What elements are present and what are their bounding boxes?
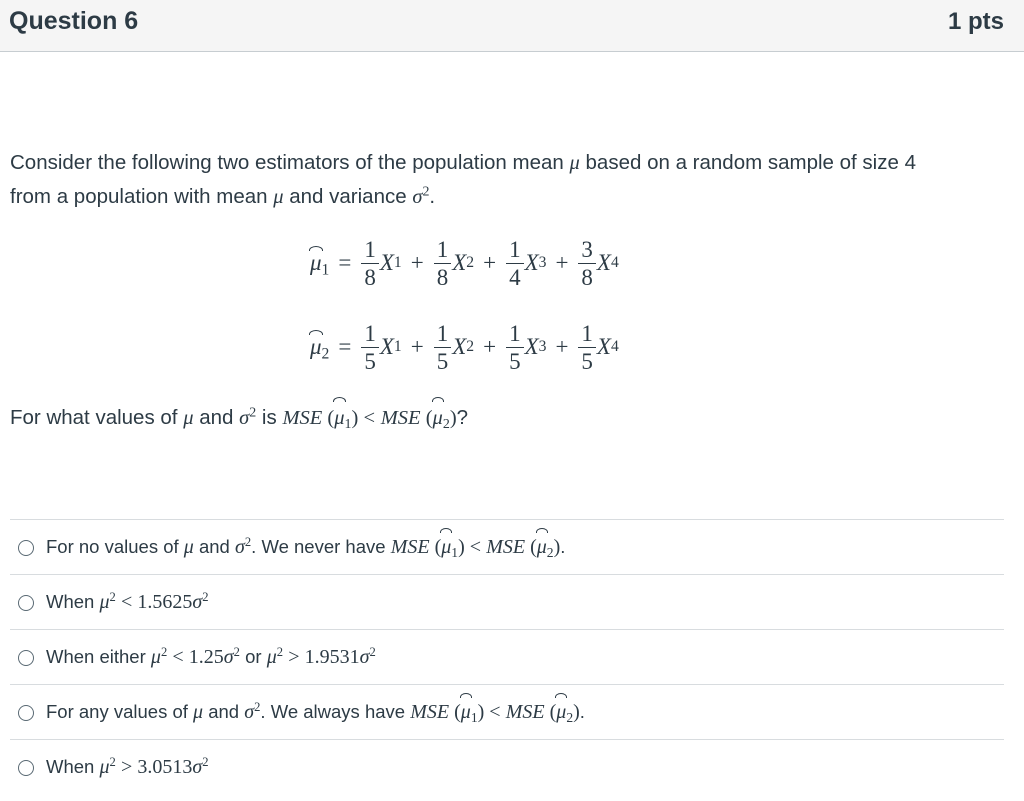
answer-option-1[interactable]: [10, 519, 1004, 574]
answer-label: When either $\mu^2 < 1.25\sigma^2$ or $\mu^2 > 1.9531\sigma^2$: [46, 645, 376, 668]
coefficient-fraction: $\frac{1}{5}$: [434, 322, 452, 373]
estimator-2-equation: $\mu_2$ = $\frac{1}{5}$ X 1 + $\frac{1}{5}$ X 2 + $\frac{1}{5}$ X 3 + $\frac{1}{5}$ X 4: [310, 320, 619, 374]
answer-option-4[interactable]: [10, 684, 1004, 739]
radio-button[interactable]: [18, 595, 34, 611]
answer-label: For any values of μ and $\sigma^2$. We always have MSE $(\mu_1)$ < MSE $(\mu_2)$.: [46, 697, 585, 727]
answer-option-2[interactable]: [10, 574, 1004, 629]
question-prompt: For what values of μ and $\sigma^2$ is MSE $(\mu_1)$ < MSE $(\mu_2)$?: [10, 401, 1010, 435]
coefficient-fraction: $\frac{1}{5}$: [361, 322, 379, 373]
radio-button[interactable]: [18, 540, 34, 556]
coefficient-fraction: $\frac{1}{8}$: [361, 238, 379, 289]
radio-button[interactable]: [18, 760, 34, 776]
coefficient-fraction: $\frac{1}{5}$: [578, 322, 596, 373]
radio-button[interactable]: [18, 650, 34, 666]
answer-label: When $\mu^2 > 3.0513\sigma^2$: [46, 755, 209, 778]
question-points: 1 pts: [947, 8, 1004, 35]
question-header: [0, 0, 1024, 52]
coefficient-fraction: $\frac{3}{8}$: [578, 238, 596, 289]
answer-option-3[interactable]: [10, 629, 1004, 684]
answer-option-5[interactable]: [10, 739, 1004, 794]
coefficient-fraction: $\frac{1}{4}$: [506, 238, 524, 289]
answer-label: When $\mu^2 < 1.5625\sigma^2$: [46, 590, 209, 613]
question-intro: Consider the following two estimators of the population mean μ based on a random sample of size 4 from a population with mean μ and variance $\sigma^2$.: [10, 151, 916, 208]
coefficient-fraction: $\frac{1}{5}$: [506, 322, 524, 373]
radio-button[interactable]: [18, 705, 34, 721]
question-title: Question 6: [9, 7, 139, 35]
answer-label: For no values of μ and $\sigma^2$. We never have MSE $(\mu_1)$ < MSE $(\mu_2)$.: [46, 532, 565, 562]
estimator-1-equation: $\mu_1$ = $\frac{1}{8}$ X 1 + $\frac{1}{8}$ X 2 + $\frac{1}{4}$ X 3 + $\frac{3}{8}$ X 4: [310, 236, 619, 290]
coefficient-fraction: $\frac{1}{8}$: [434, 238, 452, 289]
mu-symbol: μ: [569, 152, 580, 174]
